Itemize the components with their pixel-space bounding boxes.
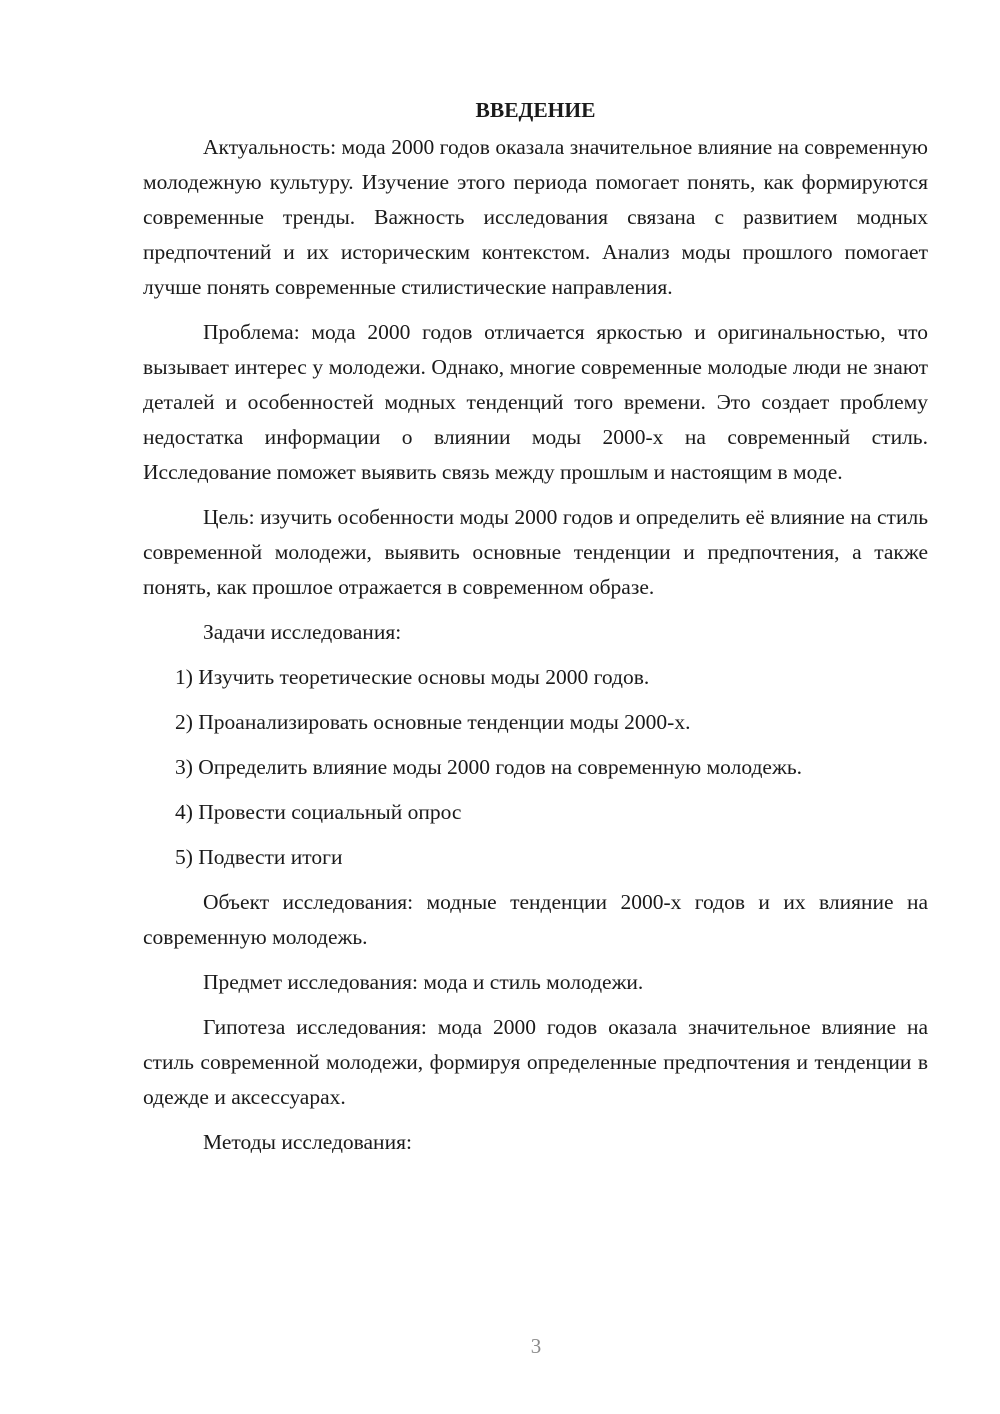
paragraph-goal: Цель: изучить особенности моды 2000 годов и определить её влияние на стиль современной молодежи, выявить основные тенденции и предпочтения, а также понять, как прошлое отражается в современном образе. bbox=[143, 505, 928, 599]
paragraph-object: Объект исследования: модные тенденции 2000-х годов и их влияние на современную молодежь. bbox=[143, 890, 928, 949]
document-page bbox=[143, 95, 928, 1170]
paragraph-relevance: Актуальность: мода 2000 годов оказала значительное влияние на современную молодежную культуру. Изучение этого периода помогает понять, как формируются современные тренды. Важность исследования связана с развитием модных предпочтений и их историческим контекстом. Анализ моды прошлого помогает лучше понять современные стилистические направления. bbox=[143, 135, 928, 299]
list-item: 1) Изучить теоретические основы моды 2000 годов. bbox=[175, 665, 650, 689]
tasks-list bbox=[143, 660, 928, 875]
paragraph-hypothesis: Гипотеза исследования: мода 2000 годов оказала значительное влияние на стиль современной молодежи, формируя определенные предпочтения и тенденции в одежде и аксессуарах. bbox=[143, 1015, 928, 1109]
tasks-title: Задачи исследования: bbox=[203, 620, 402, 644]
page-number: 3 bbox=[530, 1334, 542, 1358]
paragraph-problem: Проблема: мода 2000 годов отличается яркостью и оригинальностью, что вызывает интерес у молодежи. Однако, многие современные молодые люди не знают деталей и особенностей модных тенденций того времени. Это создает проблему недостатка информации о влиянии моды 2000-х на современный стиль. Исследование поможет выявить связь между прошлым и настоящим в моде. bbox=[143, 320, 928, 484]
paragraph-subject: Предмет исследования: мода и стиль молодежи. bbox=[203, 970, 644, 994]
paragraph-methods: Методы исследования: bbox=[203, 1130, 412, 1154]
list-item: 4) Провести социальный опрос bbox=[175, 800, 462, 824]
list-item: 5) Подвести итоги bbox=[175, 845, 343, 869]
list-item: 2) Проанализировать основные тенденции моды 2000-х. bbox=[175, 710, 691, 734]
page-title: ВВЕДЕНИЕ bbox=[475, 98, 596, 122]
list-item: 3) Определить влияние моды 2000 годов на современную молодежь. bbox=[175, 755, 802, 779]
